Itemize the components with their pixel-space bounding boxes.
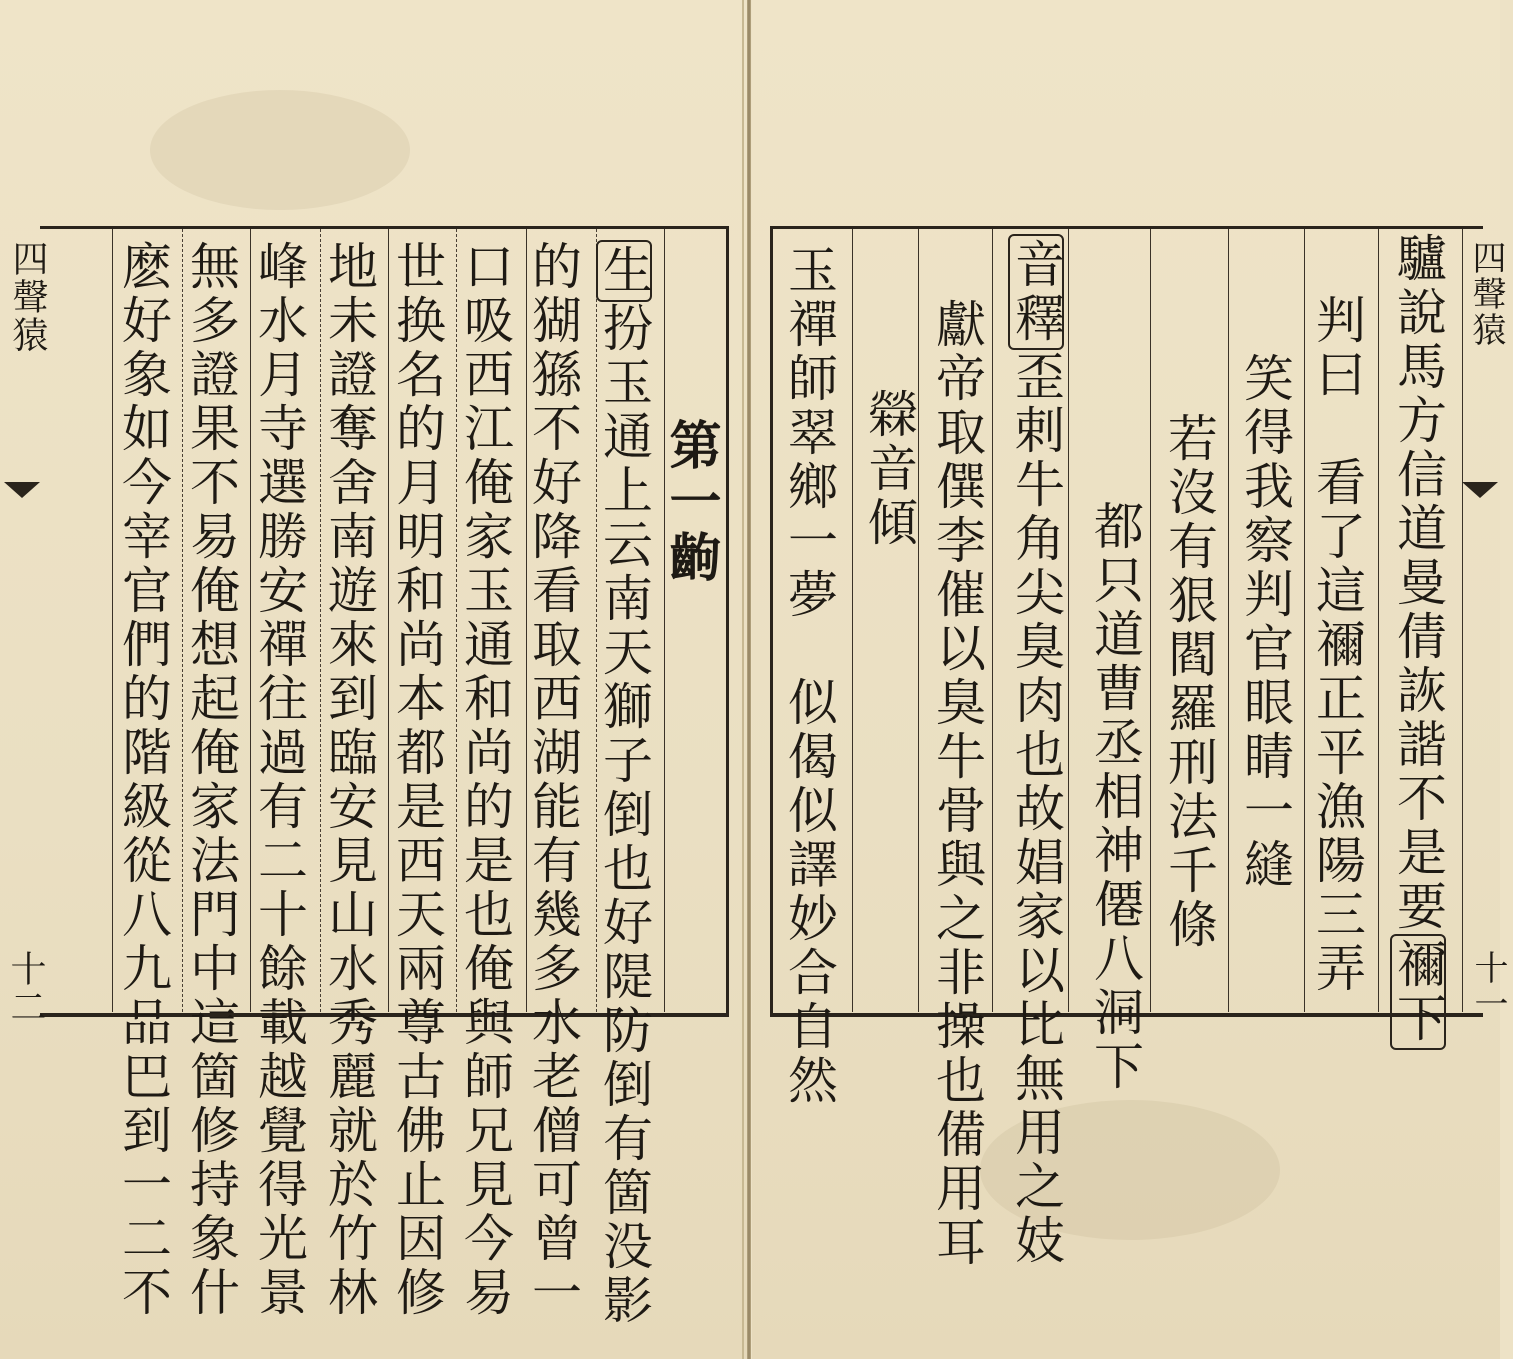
text-column-r5 — [1086, 500, 1144, 1094]
text-column-6: 峰水月寺選勝安禪往過有二十餘載越覺得光景 — [250, 240, 308, 1320]
text-column-5: 地未證奪舍南遊來到臨安見山水秀麗就於竹林 — [320, 240, 378, 1320]
column-rule — [992, 229, 993, 1012]
text-column-r4: 若沒有狠閻羅刑法千條 — [1160, 412, 1218, 952]
column-text: 歪剌牛角尖臭肉也故娼家以比無用之妓 — [1007, 350, 1065, 1268]
text-column-4: 世换名的月明和尚本都是西天兩尊古佛止因修 — [388, 240, 446, 1320]
text-column-r6 — [1008, 234, 1064, 1268]
column-rule — [1150, 229, 1151, 1012]
right-folio-number: 十一 — [1468, 950, 1508, 1022]
paper-stain — [150, 90, 410, 210]
section-label: 音釋 — [1008, 234, 1064, 350]
fishtail-mark — [4, 482, 40, 498]
column-rule — [1068, 229, 1069, 1012]
fishtail-mark — [1462, 482, 1498, 498]
act-heading: 第一齣 — [660, 418, 721, 586]
text-column-r1 — [1390, 232, 1446, 1050]
column-rule — [1228, 229, 1229, 1012]
column-rule — [1304, 229, 1305, 1012]
text-column-2: 的猢猻不好降看取西湖能有幾多水老僧可曾一 — [524, 240, 582, 1320]
column-rule — [918, 229, 919, 1012]
boxed-note: 禰下 — [1390, 934, 1446, 1050]
column-text: 驢說馬方信道曼倩詼諧不是要 — [1389, 232, 1447, 934]
column-text: 扮玉通上云南天獅子倒也好隄防倒有箇没影 — [595, 302, 653, 1328]
text-column-r3: 笑得我察判官眼睛一縫 — [1236, 352, 1294, 892]
text-column-r7: 獻帝取僎李催以臭牛骨與之非操也備用耳 — [928, 298, 986, 1270]
text-column-7: 無多證果不易俺想起俺家法門中這箇修持象什 — [182, 240, 240, 1320]
column-text: 都只道曹丞相神僊八洞 — [1086, 500, 1144, 1040]
text-column-8: 麽好象如今宰官們的階級從八九品巴到一二不 — [114, 240, 172, 1320]
text-column-r8: 檾音傾 — [860, 388, 918, 550]
text-column-1 — [596, 240, 652, 1328]
gutter-shadow — [742, 0, 744, 1359]
column-rule — [1378, 229, 1379, 1012]
column-rule — [664, 229, 665, 1012]
column-rule — [112, 229, 113, 1012]
right-margin-title: 四聲猿 — [1466, 240, 1506, 348]
left-margin-title: 四聲猿 — [7, 240, 48, 354]
text-column-3: 口吸西江俺家玉通和尚的是也俺與師兄見今易 — [456, 240, 514, 1320]
text-column-r9: 玉禪師翠鄉一夢 似偈似譯妙合自然 — [780, 244, 838, 1108]
left-folio-number: 十二 — [5, 950, 46, 1026]
book-fold — [747, 0, 751, 1359]
role-label: 生 — [596, 240, 652, 302]
column-note: 下 — [1086, 1040, 1144, 1094]
column-rule — [852, 229, 853, 1012]
text-column-r2: 判曰 看了這禰正平漁陽三弄 — [1308, 294, 1366, 996]
